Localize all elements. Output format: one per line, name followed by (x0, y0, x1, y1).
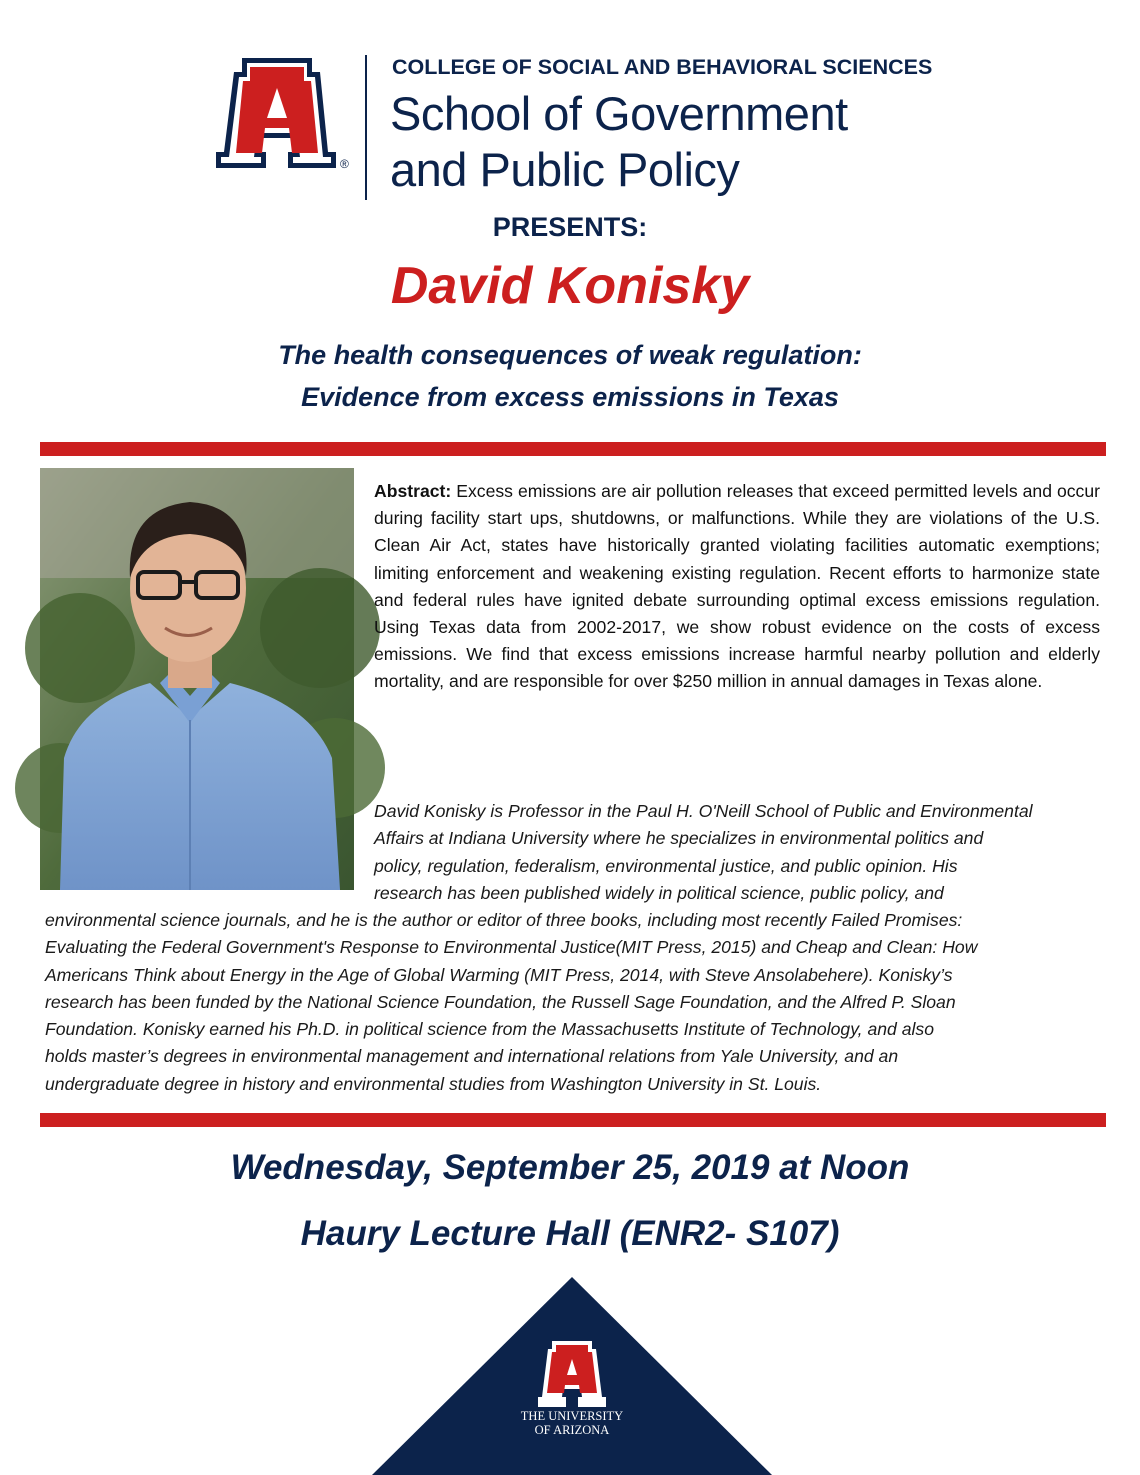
speaker-name: David Konisky (390, 257, 750, 315)
registered-mark: ® (340, 157, 349, 171)
top-red-rule (40, 442, 1106, 456)
bio-line: undergraduate degree in history and environmental studies from Washington University in St. Louis. (45, 1073, 822, 1094)
bio-line: Americans Think about Energy in the Age of Global Warming (MIT Press, 2014, with Steve Ansolabehere). Konisky’s (45, 964, 953, 985)
talk-title-line1: The health consequences of weak regulation: (278, 340, 862, 370)
bio-line: policy, regulation, federalism, environmental justice, and public opinion. His (374, 855, 958, 876)
abstract-text: Excess emissions are air pollution releases that exceed permitted levels and occur during facility start ups, shutdowns, or malfunctions. While they are violations of the U.S. Clean Air Act, states have historically granted violating facilities automatic exemptions; limiting enforcement and weakening existing regulation. Recent efforts to harmonize state and federal rules have ignited debate surrounding optimal excess emissions regulation. Using Texas data from 2002-2017, we show robust evidence on the costs of excess emissions. We find that excess emissions increase harmful nearby pollution and elderly mortality, and are responsible for over $250 million in annual damages in Texas alone. (374, 481, 1101, 692)
bio-line: environmental science journals, and he is the author or editor of three books, including most recently Failed Promises: (45, 910, 963, 930)
bio-line: research has been funded by the National Science Foundation, the Russell Sage Foundation, and the Alfred P. Sloan (45, 991, 956, 1012)
university-a-logo-icon (212, 58, 349, 172)
bio-line: David Konisky is Professor in the Paul H. O'Neill School of Public and Environmental (374, 801, 1033, 821)
bio-line: holds master’s degrees in environmental management and international relations from Yale University, and an (45, 1046, 899, 1067)
abstract-label: Abstract: (374, 481, 452, 501)
bio-line: Affairs at Indiana University where he specializes in environmental politics and (374, 828, 984, 849)
bio-lower-block (45, 907, 977, 1098)
bio-line: research has been published widely in political science, public policy, and (374, 882, 944, 903)
footer-university-line2: OF ARIZONA (534, 1423, 610, 1437)
abstract-paragraph (374, 478, 1100, 696)
bio-line: Evaluating the Federal Government's Response to Environmental Justice(MIT Press, 2015) and Cheap and Clean: How (45, 937, 978, 958)
speaker-photo (40, 468, 354, 890)
bio-line: Foundation. Konisky earned his Ph.D. in political science from the Massachusetts Institute of Technology, and also (45, 1019, 934, 1040)
footer-triangle (372, 1277, 772, 1475)
talk-title-line2: Evidence from excess emissions in Texas (301, 382, 839, 412)
event-location: Haury Lecture Hall (ENR2- S107) (300, 1214, 840, 1253)
college-name: COLLEGE OF SOCIAL AND BEHAVIORAL SCIENCES (392, 55, 933, 79)
bottom-red-rule (40, 1113, 1106, 1127)
school-name-line2: and Public Policy (390, 143, 740, 196)
footer-university-line1: THE UNIVERSITY (520, 1409, 624, 1423)
event-date: Wednesday, September 25, 2019 at Noon (230, 1148, 910, 1187)
school-name-line1: School of Government (390, 87, 848, 140)
header-divider (365, 55, 367, 200)
bio-upper-block (374, 798, 1033, 907)
presents-label: PRESENTS: (492, 212, 648, 242)
